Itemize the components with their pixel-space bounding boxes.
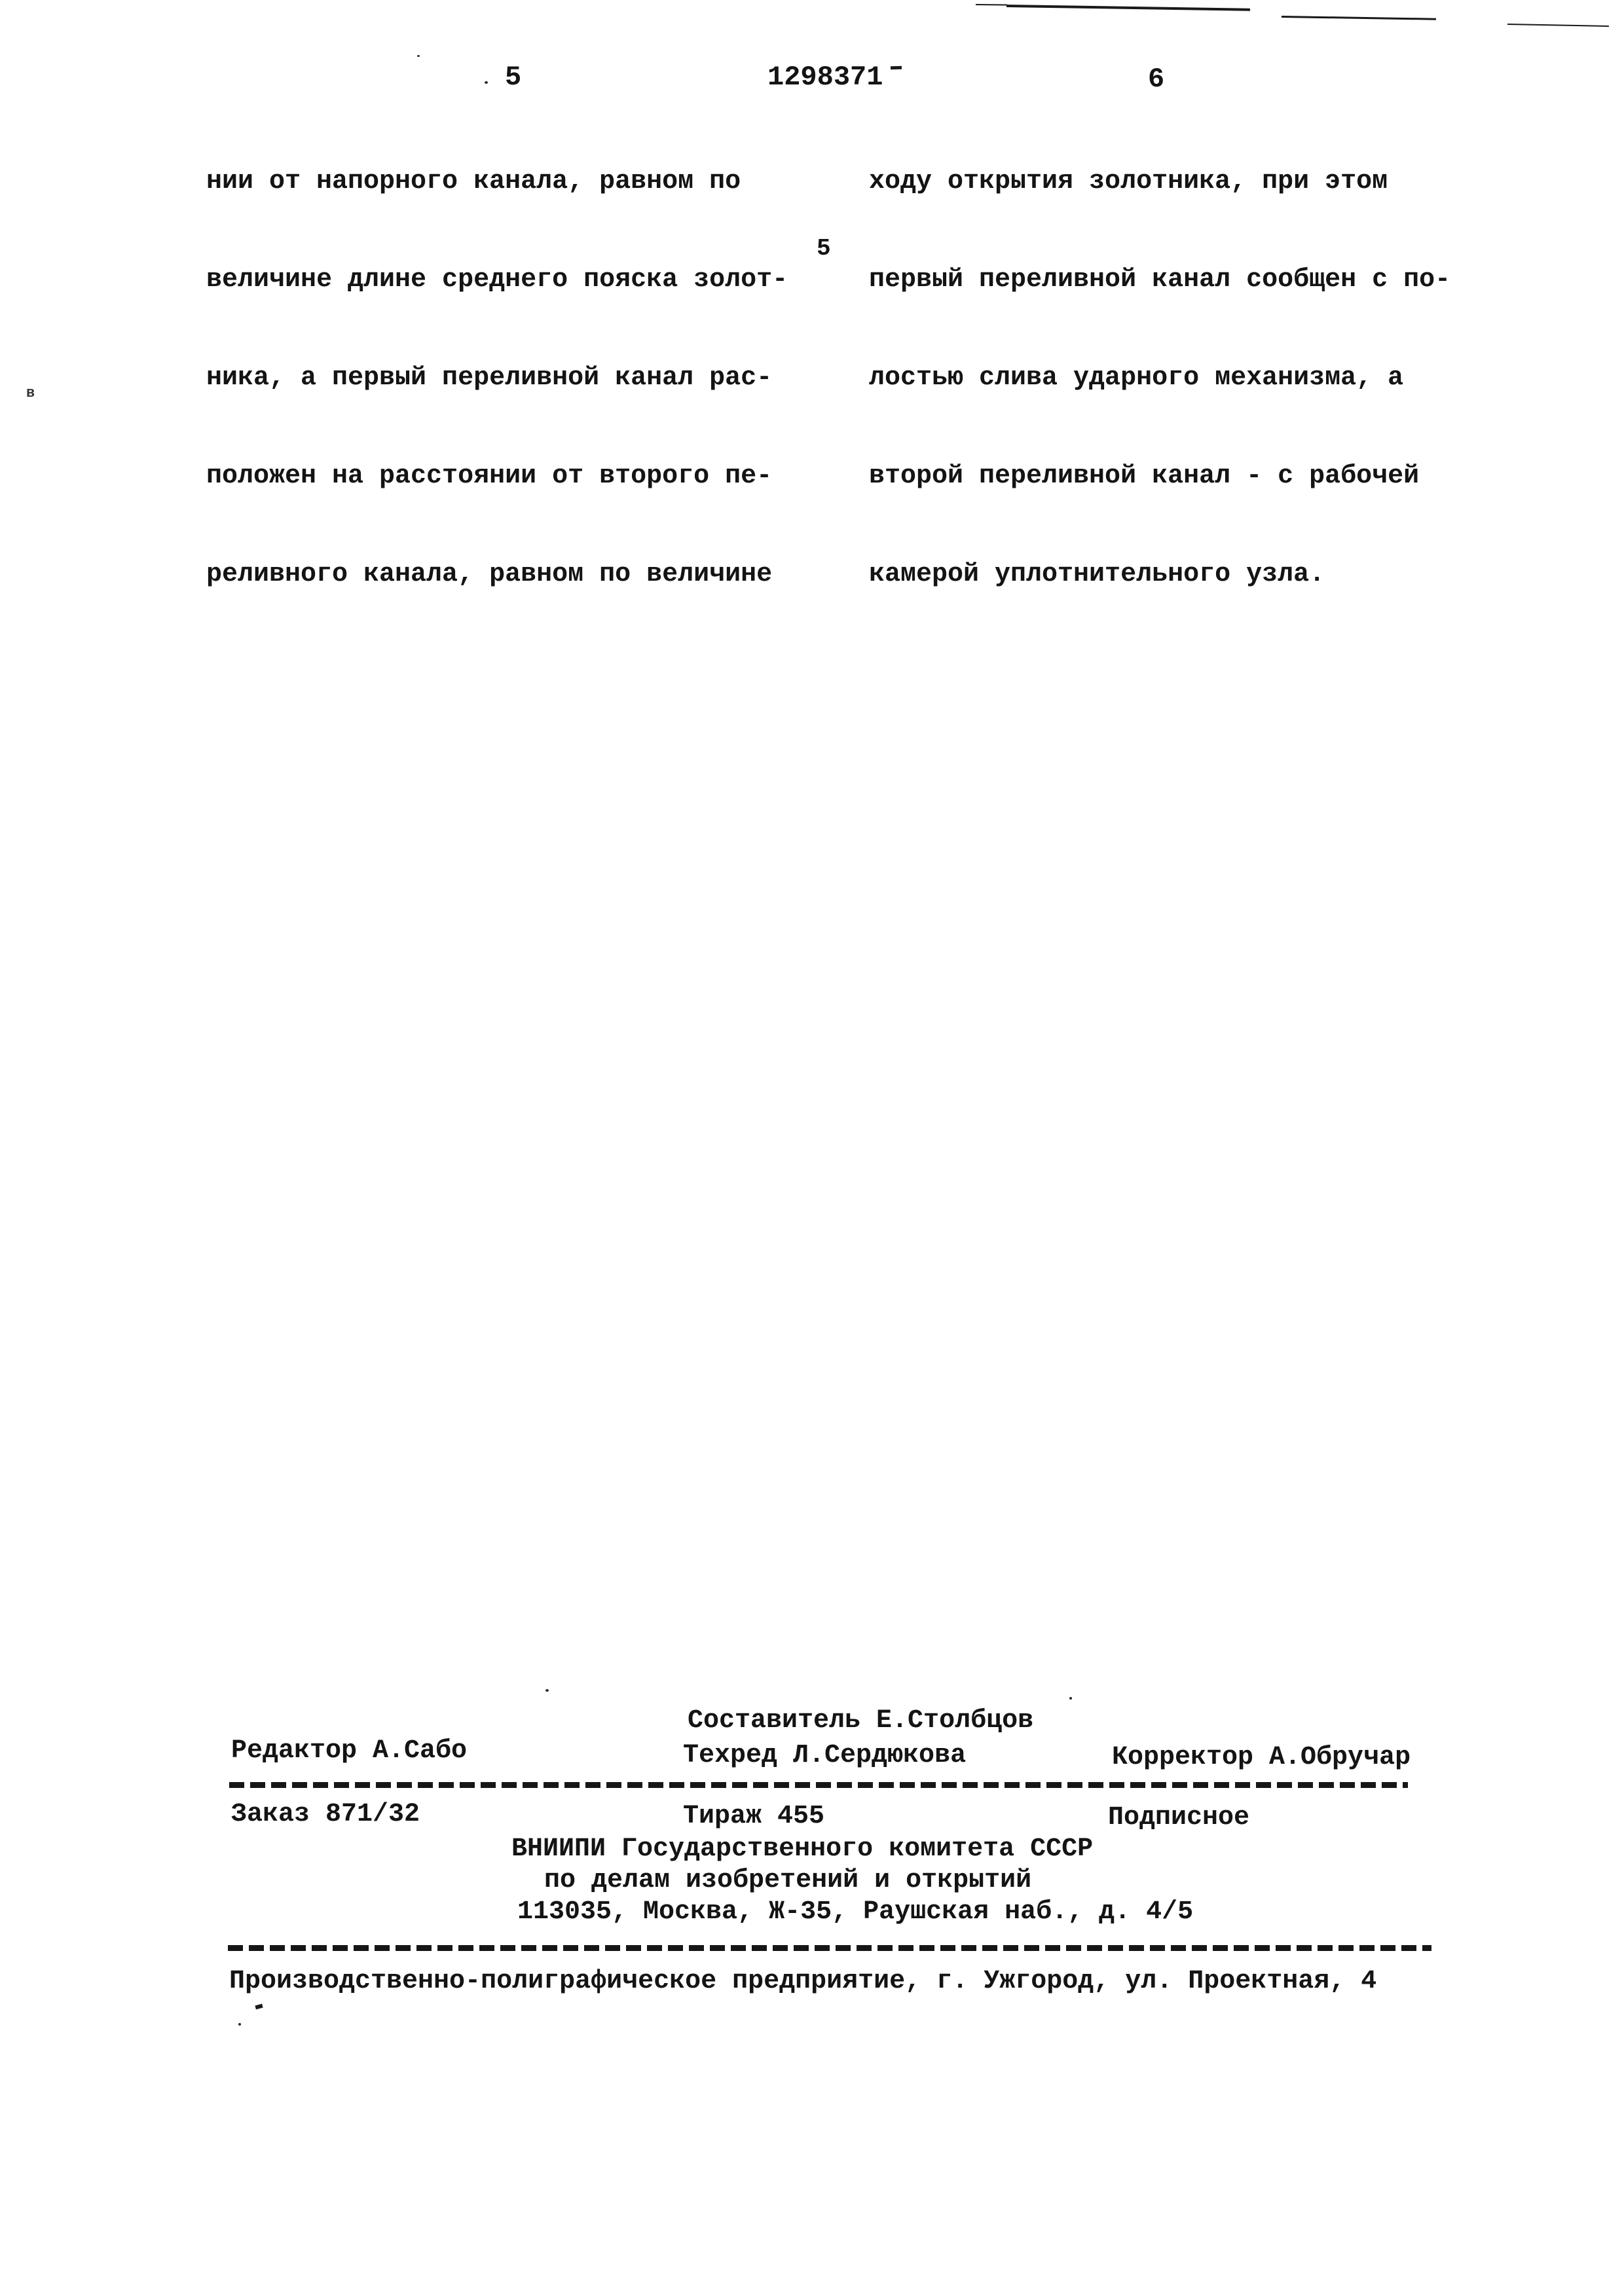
ink-speck [545, 1689, 549, 1692]
footer-subscription: Подписное [1108, 1803, 1250, 1832]
text-line: второй переливной канал - с рабочей [869, 462, 1420, 491]
scan-streak [1006, 5, 1250, 11]
footer-compiler: Составитель Е.Столбцов [688, 1706, 1034, 1736]
text-column-right [869, 100, 1465, 657]
ink-speck [1069, 1697, 1072, 1700]
scan-streak [1507, 24, 1609, 27]
dashed-divider-top [229, 1782, 1408, 1788]
ink-speck [238, 2023, 241, 2026]
text-line: величине длине среднего пояска золот- [206, 265, 788, 295]
footer-editor: Редактор А.Сабо [231, 1736, 468, 1766]
footer-org-line1: ВНИИПИ Государственного комитета СССР [511, 1834, 1094, 1864]
scan-streak [976, 4, 1007, 6]
text-line: первый переливной канал сообщен с по- [869, 265, 1451, 295]
footer-printer-line: Производственно-полиграфическое предприятие, г. Ужгород, ул. Проектная, 4 [229, 1967, 1377, 1996]
footer-techred: Техред Л.Сердюкова [683, 1741, 967, 1770]
dashed-divider-bottom [228, 1945, 1431, 1951]
text-line: ника, а первый переливной канал рас- [206, 363, 773, 393]
footer-print-run: Тираж 455 [683, 1802, 825, 1831]
ink-speck [485, 81, 488, 84]
footer-org-line2: по делам изобретений и открытий [544, 1866, 1032, 1895]
scan-streak [1282, 16, 1436, 20]
footer-corrector: Корректор А.Обручар [1112, 1743, 1411, 1772]
text-line: реливного канала, равном по величине [206, 560, 773, 589]
text-line: положен на расстоянии от второго пе- [206, 462, 773, 491]
footer-org-line3: 113035, Москва, Ж-35, Раушская наб., д. 4/5 [517, 1897, 1194, 1927]
text-line: нии от напорного канала, равном по [206, 167, 741, 196]
margin-ink-mark: в [26, 385, 35, 401]
text-column-left [206, 100, 802, 657]
text-line: лостью слива ударного механизма, а [869, 363, 1404, 393]
page-number-left: 5 [505, 62, 522, 93]
page-number-right: 6 [1148, 64, 1165, 95]
ink-tick [891, 66, 902, 70]
line-number-marker: 5 [817, 235, 831, 262]
ink-speck [417, 55, 420, 57]
footer-order-number: Заказ 871/32 [231, 1800, 420, 1829]
ink-tick [255, 2004, 263, 2010]
text-line: ходу открытия золотника, при этом [869, 167, 1388, 196]
text-line: камерой уплотнительного узла. [869, 560, 1325, 589]
patent-number: 1298371 [767, 62, 883, 93]
